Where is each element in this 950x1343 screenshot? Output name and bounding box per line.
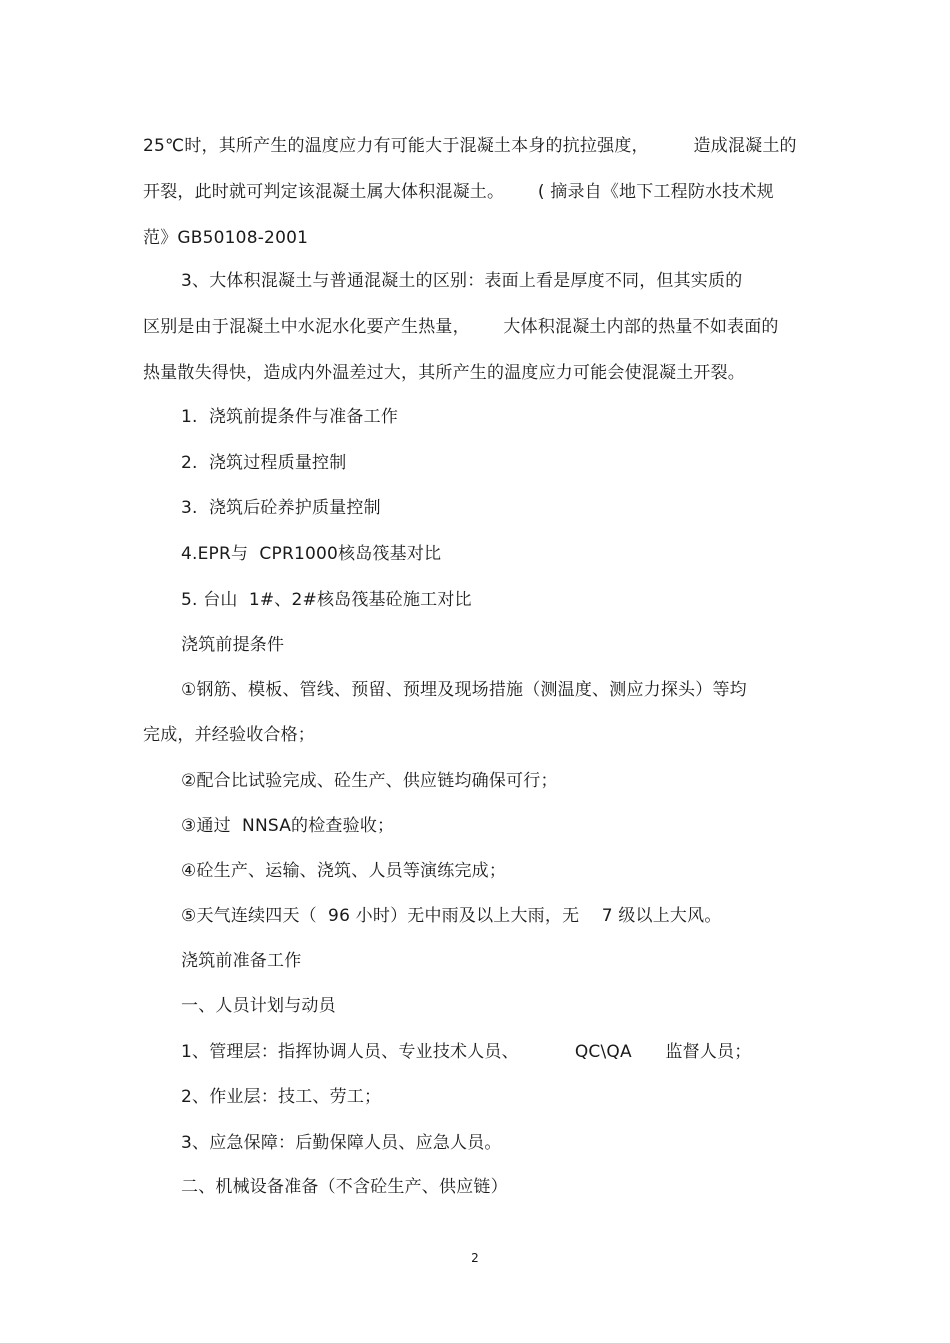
condition-item-2: ②配合比试验完成、砼生产、供应链均确保可行；: [181, 771, 558, 791]
condition-item-4: ④砼生产、运输、浇筑、人员等演练完成；: [181, 861, 507, 881]
list-item-5: 5. 台山 1#、2#核岛筏基砼施工对比: [181, 590, 472, 610]
section-heading-conditions: 浇筑前提条件: [181, 635, 285, 655]
paragraph-line-5: 区别是由于混凝土中水泥水化要产生热量， 大体积混凝土内部的热量不如表面的: [143, 317, 779, 337]
list-item-4: 4.EPR与 CPR1000核岛筏基对比: [181, 544, 442, 564]
list-item-3: 3. 浇筑后砼养护质量控制: [181, 498, 381, 518]
paragraph-line-4: 3、大体积混凝土与普通混凝土的区别：表面上看是厚度不同，但其实质的: [181, 271, 743, 291]
list-item-1: 1. 浇筑前提条件与准备工作: [181, 407, 399, 427]
condition-item-1-cont: 完成，并经验收合格；: [143, 725, 315, 745]
condition-item-5: ⑤天气连续四天（ 96 小时）无中雨及以上大雨，无 7 级以上大风。: [181, 906, 722, 926]
paragraph-line-2: 开裂，此时就可判定该混凝土属大体积混凝土。 ( 摘录自《地下工程防水技术规: [143, 182, 774, 202]
page-number: 2: [471, 1251, 479, 1265]
paragraph-line-6: 热量散失得快，造成内外温差过大，其所产生的温度应力可能会使混凝土开裂。: [143, 363, 745, 383]
section-heading-preparation: 浇筑前准备工作: [181, 951, 302, 971]
personnel-item-2: 2、作业层：技工、劳工；: [181, 1087, 382, 1107]
personnel-item-3: 3、应急保障：后勤保障人员、应急人员。: [181, 1133, 502, 1153]
paragraph-line-1: 25℃时，其所产生的温度应力有可能大于混凝土本身的抗拉强度， 造成混凝土的: [143, 136, 797, 156]
list-item-2: 2. 浇筑过程质量控制: [181, 453, 347, 473]
condition-item-3: ③通过 NNSA的检查验收；: [181, 816, 395, 836]
condition-item-1: ①钢筋、模板、管线、预留、预埋及现场措施（测温度、测应力探头）等均: [181, 680, 747, 700]
subsection-heading-personnel: 一、人员计划与动员: [181, 996, 336, 1016]
personnel-item-1: 1、管理层：指挥协调人员、专业技术人员、 QC\QA 监督人员；: [181, 1042, 752, 1062]
paragraph-line-3: 范》GB50108-2001: [143, 228, 309, 248]
subsection-heading-equipment: 二、机械设备准备（不含砼生产、供应链）: [181, 1177, 508, 1197]
